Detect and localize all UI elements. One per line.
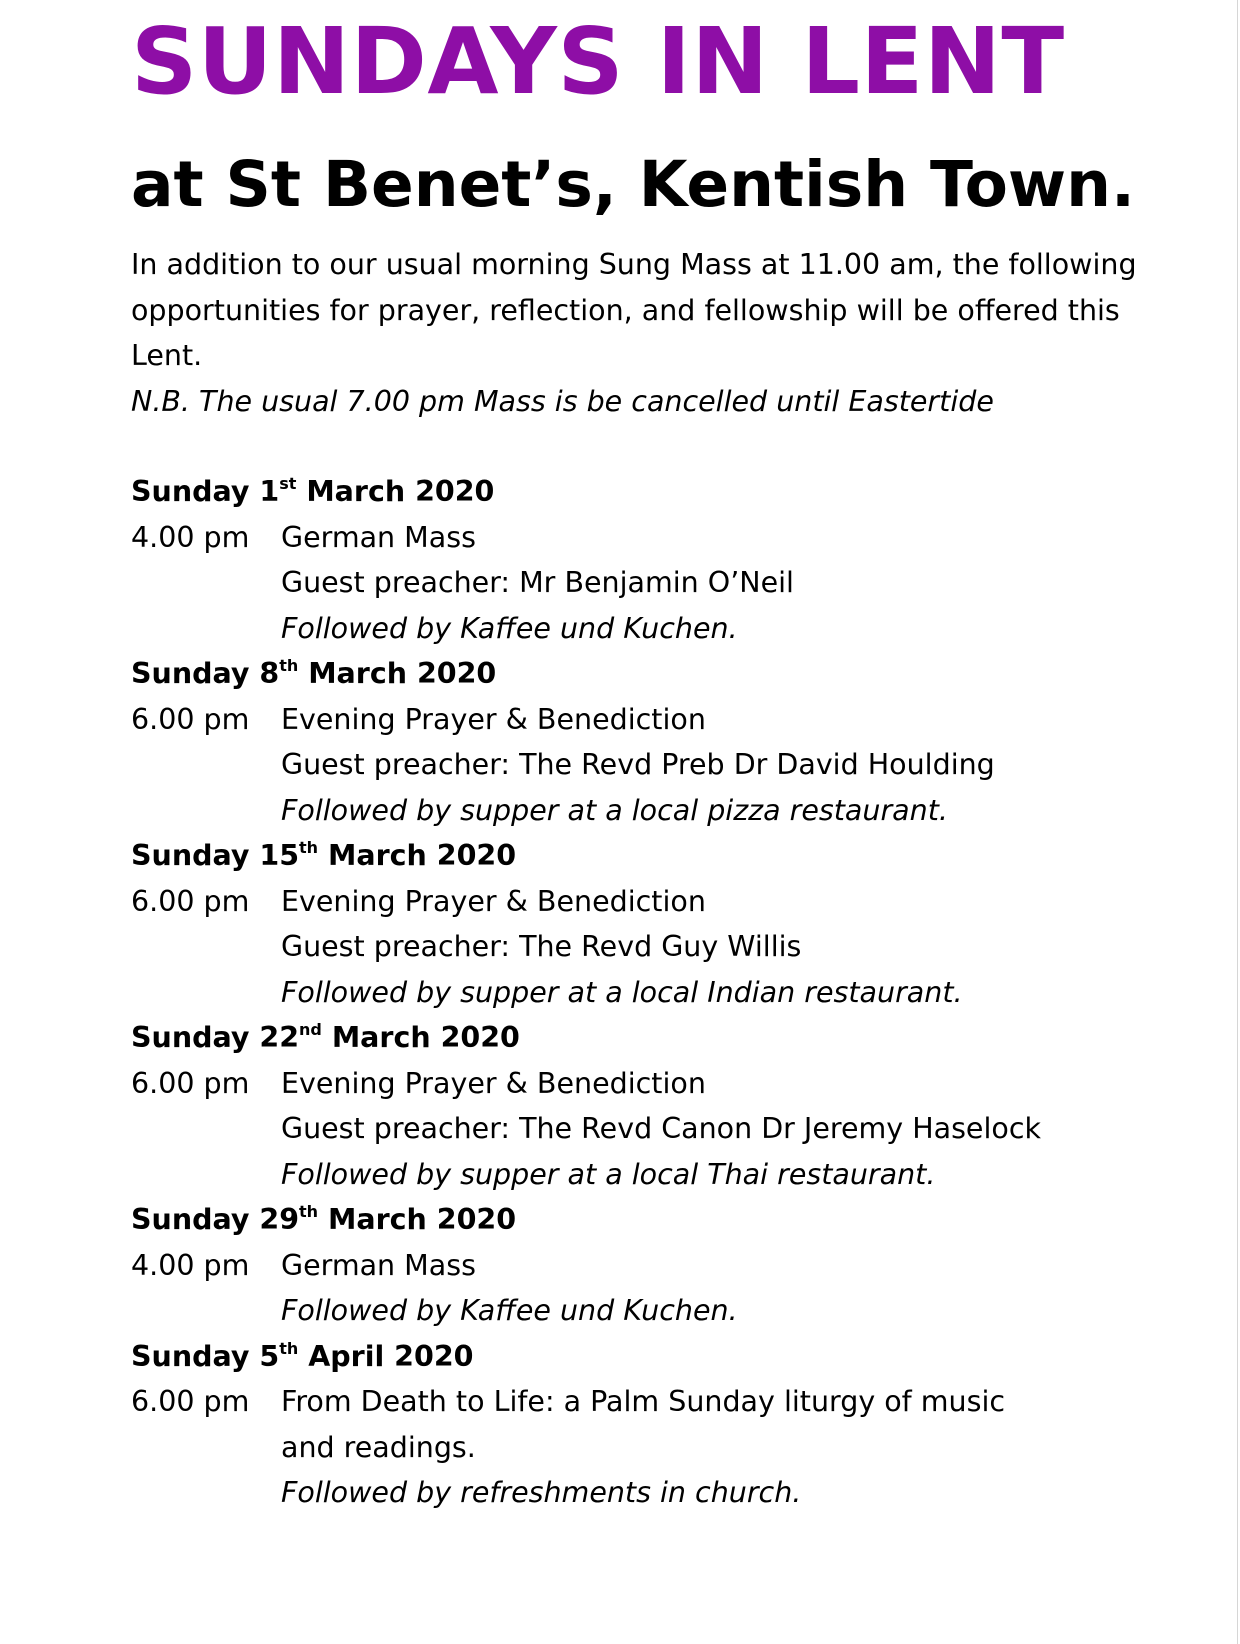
event-followup: Followed by supper at a local Indian restaurant.: [281, 975, 963, 1009]
event-details: [281, 1243, 1091, 1334]
day-ordinal: th: [299, 1202, 319, 1221]
day-heading: [131, 833, 1240, 879]
main-title: SUNDAYS IN LENT: [131, 8, 1065, 115]
event-line: From Death to Life: a Palm Sunday liturgy of music: [281, 1385, 1006, 1418]
event-row: [131, 1379, 1240, 1516]
day-ordinal: th: [279, 1338, 299, 1358]
event-time: 4.00 pm: [131, 1248, 250, 1282]
page-edge-line: [1237, 0, 1238, 1644]
month-year: March 2020: [331, 1021, 520, 1054]
event-row: [131, 879, 1240, 1016]
event-line: Guest preacher: Mr Benjamin O’Neil: [281, 566, 794, 599]
event-followup: Followed by Kaffee und Kuchen.: [281, 1294, 738, 1327]
event-details: [281, 1061, 1091, 1198]
intro-text: In addition to our usual morning Sung Mass at 11.00 am, the following opportunities for prayer, reflection, and fellowship will be offered this Lent.: [131, 248, 1137, 372]
intro-note: N.B. The usual 7.00 pm Mass is be cancelled until Eastertide: [131, 384, 994, 418]
month-year: March 2020: [308, 657, 497, 690]
event-line: Guest preacher: The Revd Canon Dr Jeremy Haselock: [281, 1112, 1041, 1145]
event-line: Evening Prayer & Benediction: [281, 702, 706, 736]
event-line: Evening Prayer & Benediction: [281, 884, 706, 918]
event-details: [281, 879, 1091, 1016]
event-time: 6.00 pm: [131, 884, 250, 918]
day-heading: [131, 469, 1240, 515]
intro-block: [131, 242, 1141, 424]
day-ordinal: th: [279, 656, 299, 675]
event-line: and readings.: [281, 1430, 476, 1464]
day-label: Sunday 22: [131, 1021, 300, 1054]
event-row: [131, 515, 1240, 652]
day-heading: [131, 1197, 1240, 1243]
event-followup: Followed by supper at a local Thai restaurant.: [281, 1157, 936, 1191]
schedule-entry: [131, 833, 1240, 1015]
event-details: [281, 697, 1091, 834]
event-row: [131, 1061, 1240, 1198]
month-year: April 2020: [308, 1339, 474, 1373]
event-time: 4.00 pm: [131, 520, 250, 554]
month-year: March 2020: [328, 1203, 517, 1236]
event-time: 6.00 pm: [131, 702, 250, 736]
event-followup: Followed by Kaffee und Kuchen.: [281, 611, 738, 645]
event-followup: Followed by refreshments in church.: [281, 1476, 802, 1509]
day-label: Sunday 1: [131, 475, 280, 508]
day-ordinal: nd: [299, 1020, 322, 1039]
schedule-entry: [131, 1334, 1240, 1516]
schedule-entry: [131, 651, 1240, 833]
day-label: Sunday 5: [131, 1339, 280, 1373]
schedule-entry: [131, 1015, 1240, 1197]
schedule-entry: [131, 1197, 1240, 1334]
month-year: March 2020: [328, 839, 517, 872]
day-label: Sunday 15: [131, 839, 300, 872]
schedule-list: [131, 469, 1240, 1516]
day-heading: [131, 1015, 1240, 1061]
day-heading: [131, 1334, 1240, 1380]
event-details: [281, 515, 1091, 652]
event-line: Guest preacher: The Revd Preb Dr David Houlding: [281, 748, 995, 781]
subtitle: at St Benet’s, Kentish Town.: [131, 148, 1135, 221]
event-line: Guest preacher: The Revd Guy Willis: [281, 930, 802, 963]
day-heading: [131, 651, 1240, 697]
event-line: German Mass: [281, 1248, 476, 1282]
event-line: German Mass: [281, 520, 476, 554]
event-time: 6.00 pm: [131, 1385, 250, 1418]
event-row: [131, 1243, 1240, 1334]
schedule-entry: [131, 469, 1240, 651]
month-year: March 2020: [306, 475, 495, 508]
event-time: 6.00 pm: [131, 1066, 250, 1100]
event-followup: Followed by supper at a local pizza restaurant.: [281, 793, 948, 827]
day-label: Sunday 29: [131, 1203, 300, 1236]
day-ordinal: st: [279, 474, 297, 493]
event-details: [281, 1379, 1091, 1516]
event-line: Evening Prayer & Benediction: [281, 1066, 706, 1100]
day-ordinal: th: [299, 838, 319, 857]
day-label: Sunday 8: [131, 657, 280, 690]
event-row: [131, 697, 1240, 834]
